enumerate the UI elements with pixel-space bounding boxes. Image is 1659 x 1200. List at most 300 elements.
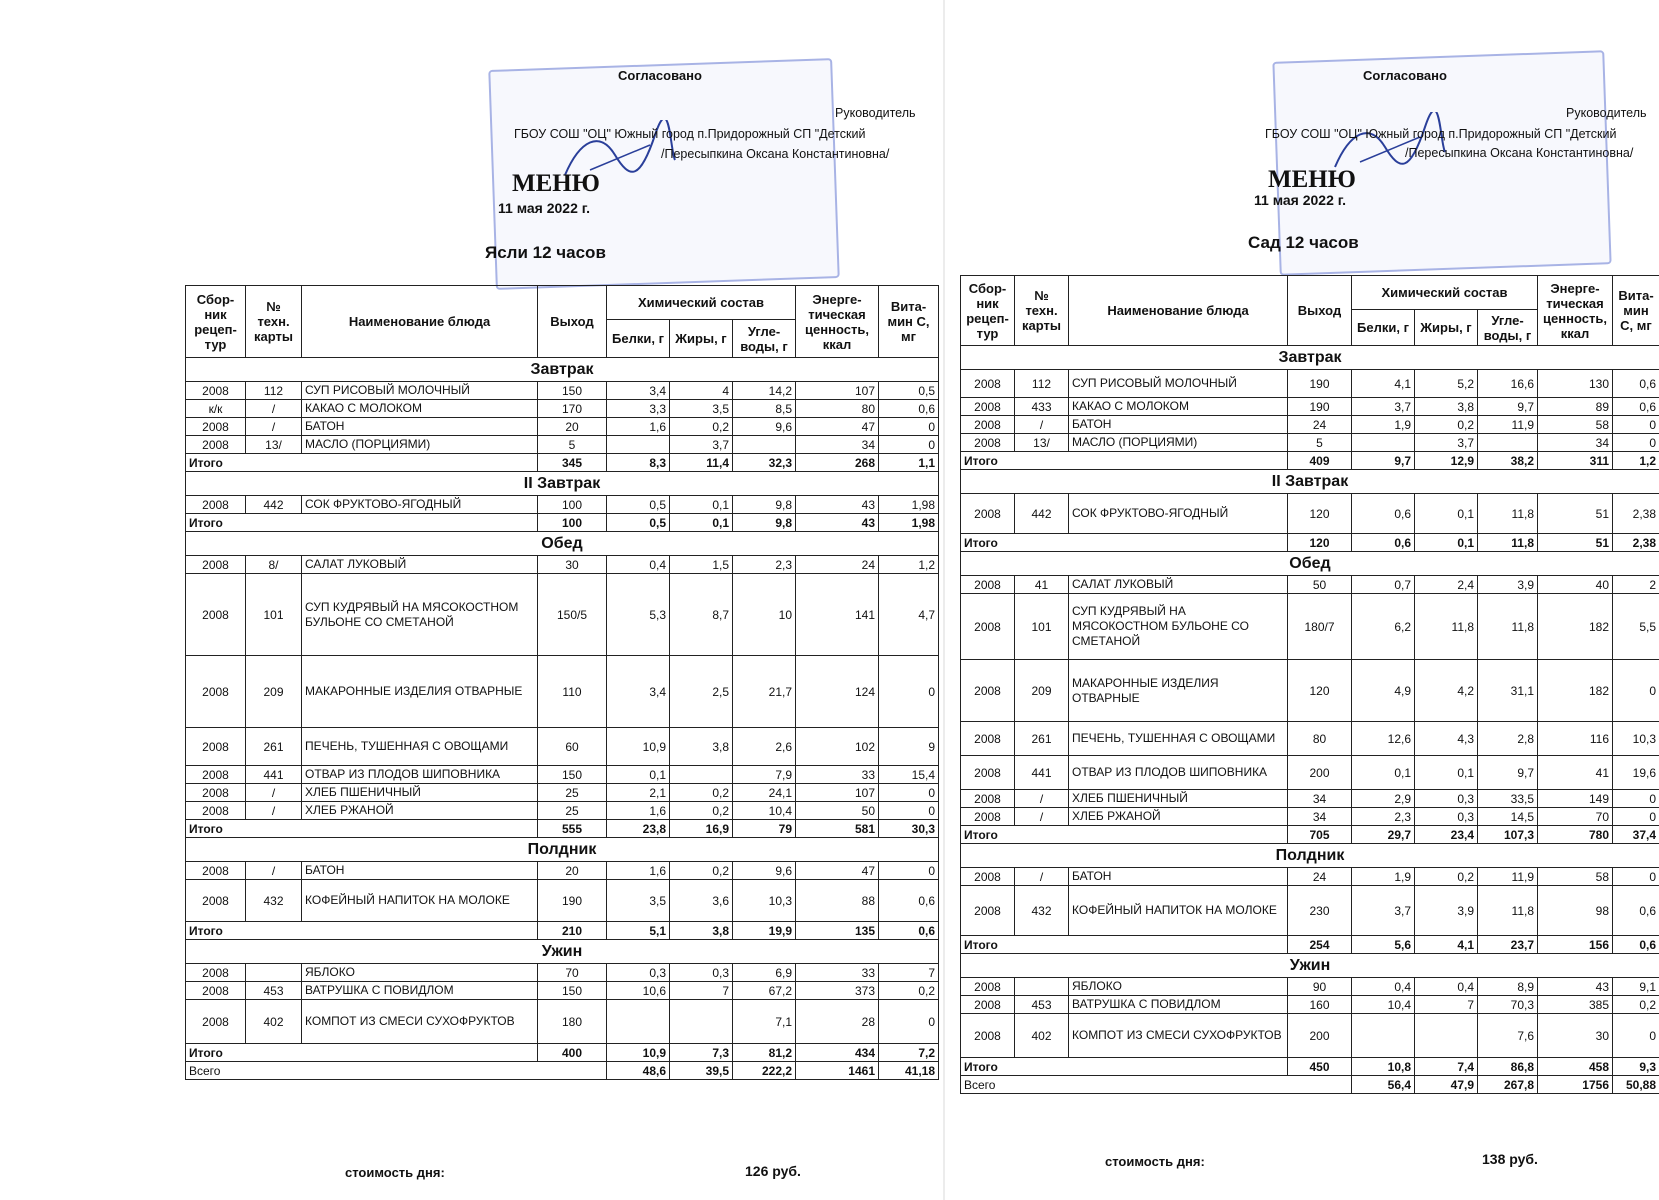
sbornik-cell: 2008 (961, 660, 1015, 722)
total-output: 345 (538, 454, 607, 472)
vitamin-cell: 0,6 (1613, 398, 1659, 416)
fat-cell: 3,9 (1415, 886, 1478, 936)
fat-cell: 4,2 (1415, 660, 1478, 722)
vitamin-cell: 0,2 (879, 982, 939, 1000)
sbornik-cell: 2008 (186, 802, 246, 820)
meal-total-row (186, 454, 939, 472)
protein-cell: 0,5 (607, 496, 670, 514)
sbornik-cell: 2008 (961, 978, 1015, 996)
vitamin-cell: 0 (1613, 660, 1659, 722)
energy-cell: 107 (796, 382, 879, 400)
protein-cell: 10,6 (607, 982, 670, 1000)
right-head-label: Руководитель (1566, 106, 1647, 120)
carb-cell: 11,9 (1478, 868, 1538, 886)
dish-row (961, 978, 1659, 996)
grand-total-row (186, 1062, 939, 1080)
total-fat: 7,3 (670, 1044, 733, 1062)
tech-cell: 209 (246, 656, 302, 728)
fat-cell (670, 766, 733, 784)
output-cell: 150 (538, 766, 607, 784)
col-output: Выход (538, 286, 607, 358)
sbornik-cell: к/к (186, 400, 246, 418)
meal-header-row (961, 954, 1659, 978)
fat-cell: 4,3 (1415, 722, 1478, 756)
sbornik-cell: 2008 (186, 556, 246, 574)
tech-cell: 112 (1015, 370, 1069, 398)
fat-cell: 3,6 (670, 880, 733, 922)
right-group-title: Сад 12 часов (1248, 233, 1359, 252)
sbornik-cell: 2008 (961, 808, 1015, 826)
meal-total-row (186, 1044, 939, 1062)
dish-name-cell: СОК ФРУКТОВО-ЯГОДНЫЙ (302, 496, 538, 514)
tech-cell: 442 (1015, 494, 1069, 534)
dish-name-cell: БАТОН (302, 418, 538, 436)
total-output: 450 (1288, 1058, 1352, 1076)
total-output: 409 (1288, 452, 1352, 470)
dish-row (961, 808, 1659, 826)
carb-cell: 10 (733, 574, 796, 656)
total-protein: 9,7 (1352, 452, 1415, 470)
total-energy: 51 (1538, 534, 1613, 552)
output-cell: 150 (538, 982, 607, 1000)
energy-cell: 107 (796, 784, 879, 802)
meal-header-row (961, 844, 1659, 868)
dish-name-cell: МАКАРОННЫЕ ИЗДЕЛИЯ ОТВАРНЫЕ (302, 656, 538, 728)
dish-name-cell: КОМПОТ ИЗ СМЕСИ СУХОФРУКТОВ (1069, 1014, 1288, 1058)
protein-cell (1352, 434, 1415, 452)
col-name: Наименование блюда (1069, 276, 1288, 346)
protein-cell: 0,4 (1352, 978, 1415, 996)
output-cell: 70 (538, 964, 607, 982)
dish-row (961, 434, 1659, 452)
output-cell: 110 (538, 656, 607, 728)
output-cell: 120 (1288, 660, 1352, 722)
dish-row (186, 802, 939, 820)
meal-total-row (186, 820, 939, 838)
grand-vitamin: 41,18 (879, 1062, 939, 1080)
dish-name-cell: МАКАРОННЫЕ ИЗДЕЛИЯ ОТВАРНЫЕ (1069, 660, 1288, 722)
output-cell: 200 (1288, 1014, 1352, 1058)
carb-cell: 11,9 (1478, 416, 1538, 434)
carb-cell: 10,4 (733, 802, 796, 820)
total-vitamin: 30,3 (879, 820, 939, 838)
carb-cell: 11,8 (1478, 594, 1538, 660)
energy-cell: 51 (1538, 494, 1613, 534)
vitamin-cell: 0,6 (1613, 370, 1659, 398)
fat-cell: 7 (1415, 996, 1478, 1014)
col-carb: Угле-воды, г (1478, 310, 1538, 346)
dish-row (186, 982, 939, 1000)
protein-cell: 0,1 (607, 766, 670, 784)
tech-cell: 432 (1015, 886, 1069, 936)
output-cell: 24 (1288, 416, 1352, 434)
total-vitamin: 1,98 (879, 514, 939, 532)
output-cell: 120 (1288, 494, 1352, 534)
meal-header-row (186, 838, 939, 862)
total-fat: 4,1 (1415, 936, 1478, 954)
col-tech: № техн. карты (246, 286, 302, 358)
vitamin-cell: 7 (879, 964, 939, 982)
protein-cell: 12,6 (1352, 722, 1415, 756)
col-energy: Энерге-тическая ценность, ккал (1538, 276, 1613, 346)
carb-cell (733, 436, 796, 454)
dish-row (186, 1000, 939, 1044)
sbornik-cell: 2008 (961, 868, 1015, 886)
fat-cell (1415, 1014, 1478, 1058)
total-vitamin: 1,2 (1613, 452, 1659, 470)
meal-total-row (961, 936, 1659, 954)
protein-cell: 5,3 (607, 574, 670, 656)
dish-row (186, 766, 939, 784)
protein-cell: 6,2 (1352, 594, 1415, 660)
dish-row (186, 964, 939, 982)
sbornik-cell: 2008 (961, 434, 1015, 452)
total-vitamin: 7,2 (879, 1044, 939, 1062)
dish-row (961, 370, 1659, 398)
vitamin-cell: 2,38 (1613, 494, 1659, 534)
dish-row (961, 494, 1659, 534)
sbornik-cell: 2008 (186, 656, 246, 728)
dish-row (961, 756, 1659, 790)
total-output: 555 (538, 820, 607, 838)
tech-cell: 13/ (1015, 434, 1069, 452)
meal-title: Ужин (961, 954, 1659, 978)
output-cell: 90 (1288, 978, 1352, 996)
carb-cell: 9,7 (1478, 398, 1538, 416)
dish-row (961, 886, 1659, 936)
carb-cell: 7,1 (733, 1000, 796, 1044)
dish-row (961, 722, 1659, 756)
carb-cell: 2,3 (733, 556, 796, 574)
fat-cell: 8,7 (670, 574, 733, 656)
protein-cell: 3,4 (607, 656, 670, 728)
vitamin-cell: 0 (879, 656, 939, 728)
tech-cell: 433 (1015, 398, 1069, 416)
fat-cell: 0,1 (1415, 494, 1478, 534)
meal-header-row (186, 358, 939, 382)
dish-row (186, 400, 939, 418)
energy-cell: 373 (796, 982, 879, 1000)
total-vitamin: 37,4 (1613, 826, 1659, 844)
carb-cell: 9,7 (1478, 756, 1538, 790)
energy-cell: 385 (1538, 996, 1613, 1014)
dish-row (961, 594, 1659, 660)
total-vitamin: 0,6 (1613, 936, 1659, 954)
total-carb: 9,8 (733, 514, 796, 532)
protein-cell: 0,4 (607, 556, 670, 574)
meal-header-row (186, 532, 939, 556)
col-tech: № техн. карты (1015, 276, 1069, 346)
sbornik-cell: 2008 (961, 370, 1015, 398)
energy-cell: 80 (796, 400, 879, 418)
dish-row (961, 398, 1659, 416)
dish-name-cell: ВАТРУШКА С ПОВИДЛОМ (1069, 996, 1288, 1014)
output-cell: 25 (538, 784, 607, 802)
left-head-label: Руководитель (835, 106, 916, 120)
energy-cell: 89 (1538, 398, 1613, 416)
meal-header-row (961, 552, 1659, 576)
dish-row (961, 996, 1659, 1014)
total-label: Итого (961, 452, 1288, 470)
total-carb: 23,7 (1478, 936, 1538, 954)
output-cell: 100 (538, 496, 607, 514)
output-cell: 34 (1288, 790, 1352, 808)
sbornik-cell: 2008 (186, 964, 246, 982)
fat-cell: 0,2 (670, 418, 733, 436)
dish-name-cell: МАСЛО (ПОРЦИЯМИ) (302, 436, 538, 454)
dish-row (186, 418, 939, 436)
meal-title: Ужин (186, 940, 939, 964)
sbornik-cell: 2008 (961, 790, 1015, 808)
total-carb: 81,2 (733, 1044, 796, 1062)
protein-cell: 1,6 (607, 418, 670, 436)
tech-cell: 261 (1015, 722, 1069, 756)
meal-title: Обед (186, 532, 939, 556)
total-fat: 3,8 (670, 922, 733, 940)
fat-cell: 0,2 (1415, 416, 1478, 434)
protein-cell: 2,9 (1352, 790, 1415, 808)
left-menu-table (185, 285, 939, 1080)
col-protein: Белки, г (1352, 310, 1415, 346)
dish-name-cell: СУП РИСОВЫЙ МОЛОЧНЫЙ (302, 382, 538, 400)
total-fat: 0,1 (670, 514, 733, 532)
total-label: Итого (961, 534, 1288, 552)
carb-cell: 2,8 (1478, 722, 1538, 756)
carb-cell: 10,3 (733, 880, 796, 922)
output-cell: 190 (1288, 398, 1352, 416)
fat-cell: 0,3 (1415, 808, 1478, 826)
col-vitamin: Вита-мин С, мг (879, 286, 939, 358)
meal-title: II Завтрак (961, 470, 1659, 494)
vitamin-cell: 4,7 (879, 574, 939, 656)
vitamin-cell: 0 (879, 802, 939, 820)
tech-cell: 209 (1015, 660, 1069, 722)
left-cost-value: 126 руб. (745, 1163, 801, 1179)
tech-cell: 441 (1015, 756, 1069, 790)
tech-cell: 41 (1015, 576, 1069, 594)
protein-cell: 10,9 (607, 728, 670, 766)
vitamin-cell: 0,5 (879, 382, 939, 400)
carb-cell: 33,5 (1478, 790, 1538, 808)
right-menu-table (960, 275, 1659, 1094)
col-chem: Химический состав (607, 286, 796, 320)
grand-fat: 47,9 (1415, 1076, 1478, 1094)
dish-name-cell: ПЕЧЕНЬ, ТУШЕННАЯ С ОВОЩАМИ (1069, 722, 1288, 756)
carb-cell: 7,9 (733, 766, 796, 784)
vitamin-cell: 0,6 (879, 880, 939, 922)
output-cell: 30 (538, 556, 607, 574)
meal-title: Завтрак (961, 346, 1659, 370)
sbornik-cell: 2008 (186, 728, 246, 766)
fat-cell: 11,8 (1415, 594, 1478, 660)
protein-cell (607, 1000, 670, 1044)
total-label: Итого (186, 922, 538, 940)
protein-cell: 1,6 (607, 862, 670, 880)
total-output: 210 (538, 922, 607, 940)
vitamin-cell: 9 (879, 728, 939, 766)
carb-cell: 8,5 (733, 400, 796, 418)
fat-cell: 0,2 (670, 784, 733, 802)
total-protein: 0,5 (607, 514, 670, 532)
energy-cell: 182 (1538, 660, 1613, 722)
total-protein: 5,6 (1352, 936, 1415, 954)
right-cost-value: 138 руб. (1482, 1151, 1538, 1167)
vitamin-cell: 10,3 (1613, 722, 1659, 756)
fat-cell: 0,2 (670, 862, 733, 880)
vitamin-cell: 0 (1613, 790, 1659, 808)
dish-name-cell: СУП КУДРЯВЫЙ НА МЯСОКОСТНОМ БУЛЬОНЕ СО СМЕТАНОЙ (1069, 594, 1288, 660)
total-carb: 86,8 (1478, 1058, 1538, 1076)
sbornik-cell: 2008 (961, 576, 1015, 594)
meal-title: Обед (961, 552, 1659, 576)
dish-name-cell: КОФЕЙНЫЙ НАПИТОК НА МОЛОКЕ (302, 880, 538, 922)
tech-cell: 441 (246, 766, 302, 784)
energy-cell: 43 (1538, 978, 1613, 996)
energy-cell: 47 (796, 862, 879, 880)
energy-cell: 130 (1538, 370, 1613, 398)
energy-cell: 33 (796, 766, 879, 784)
col-fat: Жиры, г (1415, 310, 1478, 346)
energy-cell: 30 (1538, 1014, 1613, 1058)
total-label: Итого (186, 1044, 538, 1062)
tech-cell: / (1015, 416, 1069, 434)
sbornik-cell: 2008 (186, 418, 246, 436)
energy-cell: 24 (796, 556, 879, 574)
dish-name-cell: ВАТРУШКА С ПОВИДЛОМ (302, 982, 538, 1000)
fat-cell: 3,8 (1415, 398, 1478, 416)
fat-cell: 1,5 (670, 556, 733, 574)
dish-name-cell: БАТОН (1069, 416, 1288, 434)
col-name: Наименование блюда (302, 286, 538, 358)
meal-header-row (186, 472, 939, 496)
total-fat: 23,4 (1415, 826, 1478, 844)
protein-cell: 3,5 (607, 880, 670, 922)
sbornik-cell: 2008 (186, 382, 246, 400)
carb-cell: 9,6 (733, 862, 796, 880)
carb-cell: 8,9 (1478, 978, 1538, 996)
total-carb: 38,2 (1478, 452, 1538, 470)
energy-cell: 41 (1538, 756, 1613, 790)
tech-cell (1015, 978, 1069, 996)
protein-cell: 1,9 (1352, 868, 1415, 886)
tech-cell: / (1015, 808, 1069, 826)
total-energy: 135 (796, 922, 879, 940)
tech-cell: / (246, 862, 302, 880)
sbornik-cell: 2008 (186, 574, 246, 656)
total-energy: 156 (1538, 936, 1613, 954)
total-protein: 5,1 (607, 922, 670, 940)
fat-cell: 0,2 (1415, 868, 1478, 886)
total-energy: 780 (1538, 826, 1613, 844)
total-energy: 311 (1538, 452, 1613, 470)
fat-cell: 0,1 (670, 496, 733, 514)
sbornik-cell: 2008 (186, 436, 246, 454)
sbornik-cell: 2008 (186, 496, 246, 514)
fat-cell: 0,3 (670, 964, 733, 982)
dish-name-cell: САЛАТ ЛУКОВЫЙ (1069, 576, 1288, 594)
grand-energy: 1461 (796, 1062, 879, 1080)
protein-cell: 2,1 (607, 784, 670, 802)
output-cell: 230 (1288, 886, 1352, 936)
total-vitamin: 9,3 (1613, 1058, 1659, 1076)
dish-row (961, 416, 1659, 434)
vitamin-cell: 1,2 (879, 556, 939, 574)
energy-cell: 47 (796, 418, 879, 436)
right-person: /Пересыпкина Оксана Константиновна/ (1405, 146, 1634, 160)
energy-cell: 141 (796, 574, 879, 656)
vitamin-cell: 0 (1613, 1014, 1659, 1058)
tech-cell: / (246, 400, 302, 418)
carb-cell: 31,1 (1478, 660, 1538, 722)
meal-title: Полдник (961, 844, 1659, 868)
dish-name-cell: ЯБЛОКО (1069, 978, 1288, 996)
total-carb: 11,8 (1478, 534, 1538, 552)
energy-cell: 149 (1538, 790, 1613, 808)
energy-cell: 124 (796, 656, 879, 728)
sbornik-cell: 2008 (961, 1014, 1015, 1058)
total-label: Итого (186, 454, 538, 472)
protein-cell (607, 436, 670, 454)
total-label: Итого (961, 826, 1288, 844)
total-energy: 268 (796, 454, 879, 472)
protein-cell: 0,6 (1352, 494, 1415, 534)
grand-carb: 222,2 (733, 1062, 796, 1080)
tech-cell: 112 (246, 382, 302, 400)
dish-row (186, 880, 939, 922)
tech-cell: 8/ (246, 556, 302, 574)
grand-carb: 267,8 (1478, 1076, 1538, 1094)
vitamin-cell: 0 (879, 862, 939, 880)
fat-cell: 3,7 (1415, 434, 1478, 452)
output-cell: 200 (1288, 756, 1352, 790)
total-energy: 458 (1538, 1058, 1613, 1076)
tech-cell: 402 (246, 1000, 302, 1044)
dish-name-cell: СУП КУДРЯВЫЙ НА МЯСОКОСТНОМ БУЛЬОНЕ СО СМЕТАНОЙ (302, 574, 538, 656)
energy-cell: 98 (1538, 886, 1613, 936)
left-date: 11 мая 2022 г. (498, 200, 591, 216)
sbornik-cell: 2008 (961, 996, 1015, 1014)
grand-total-label: Всего (961, 1076, 1352, 1094)
total-fat: 7,4 (1415, 1058, 1478, 1076)
meal-total-row (961, 1058, 1659, 1076)
fat-cell: 0,4 (1415, 978, 1478, 996)
meal-title: Полдник (186, 838, 939, 862)
dish-row (186, 382, 939, 400)
sbornik-cell: 2008 (186, 784, 246, 802)
total-protein: 10,8 (1352, 1058, 1415, 1076)
carb-cell: 11,8 (1478, 886, 1538, 936)
sbornik-cell: 2008 (186, 862, 246, 880)
energy-cell: 88 (796, 880, 879, 922)
tech-cell: 101 (246, 574, 302, 656)
output-cell: 5 (1288, 434, 1352, 452)
output-cell: 190 (538, 880, 607, 922)
dish-name-cell: КАКАО С МОЛОКОМ (302, 400, 538, 418)
fat-cell: 0,2 (670, 802, 733, 820)
meal-total-row (186, 922, 939, 940)
total-protein: 10,9 (607, 1044, 670, 1062)
protein-cell: 0,3 (607, 964, 670, 982)
dish-name-cell: ОТВАР ИЗ ПЛОДОВ ШИПОВНИКА (1069, 756, 1288, 790)
tech-cell: 442 (246, 496, 302, 514)
energy-cell: 70 (1538, 808, 1613, 826)
total-fat: 12,9 (1415, 452, 1478, 470)
total-carb: 79 (733, 820, 796, 838)
dish-name-cell: БАТОН (302, 862, 538, 880)
tech-cell: / (246, 802, 302, 820)
dish-name-cell: ХЛЕБ ПШЕНИЧНЫЙ (302, 784, 538, 802)
total-label: Итого (186, 820, 538, 838)
